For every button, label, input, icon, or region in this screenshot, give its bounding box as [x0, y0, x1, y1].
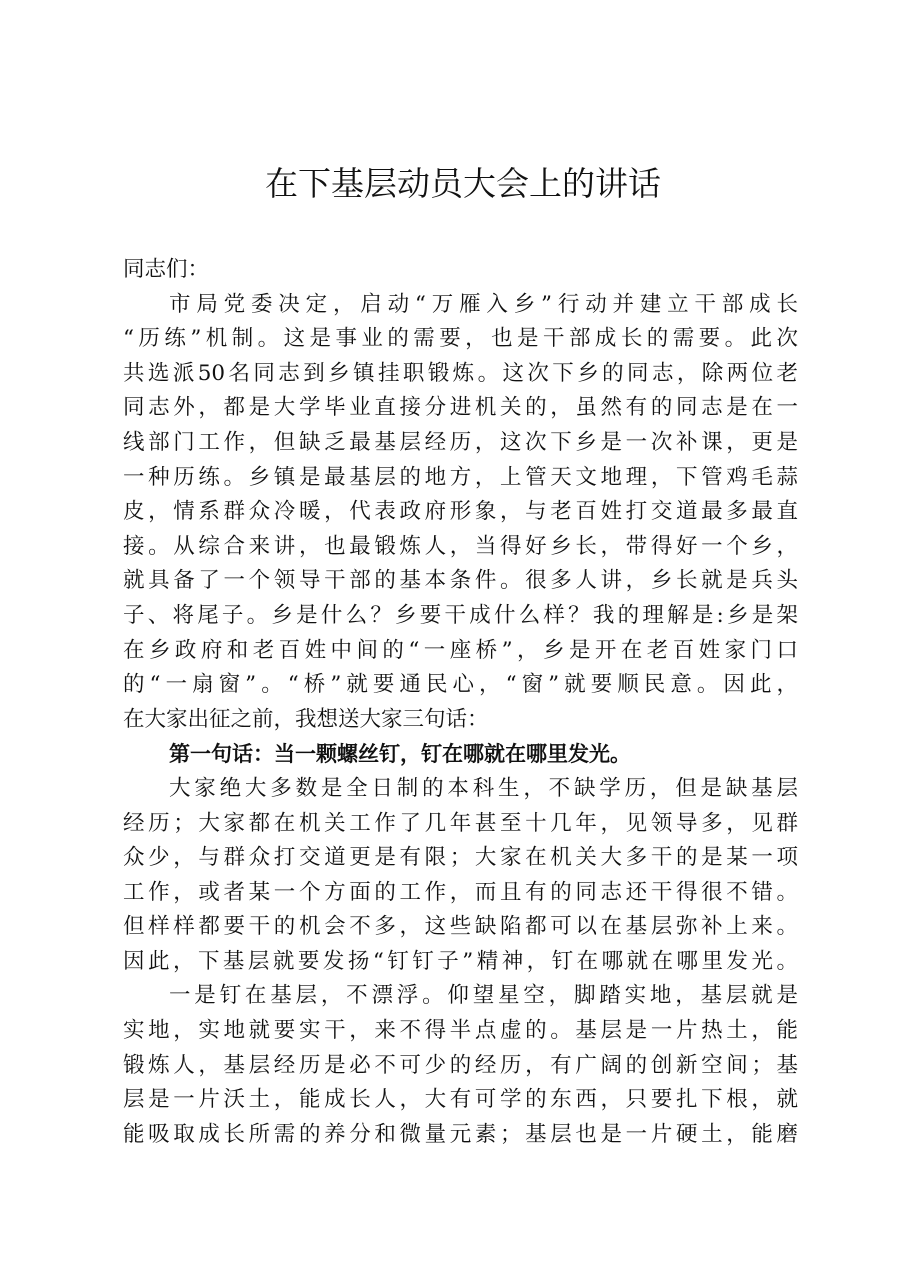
paragraph-line: 锻炼人，基层经历是必不可少的经历，有广阔的创新空间；基 — [123, 1052, 798, 1078]
paragraph-line: 接。从综合来讲，也最锻炼人，当得好乡长，带得好一个乡， — [123, 533, 798, 559]
document-body — [123, 253, 813, 1152]
paragraph-line: 线部门工作，但缺乏最基层经历，这次下乡是一次补课，更是 — [123, 429, 798, 455]
paragraph-line: 能吸取成长所需的养分和微量元素；基层也是一片硬土，能磨 — [123, 1121, 798, 1147]
section-heading: 第一句话：当一颗螺丝钉，钉在哪就在哪里发光。 — [169, 742, 631, 767]
paragraph-line: 实地，实地就要实干，来不得半点虚的。基层是一片热土，能 — [123, 1018, 798, 1044]
paragraph-line: 市局党委决定，启动“万雁入乡”行动并建立干部成长 — [169, 291, 798, 317]
paragraph-line: 就具备了一个领导干部的基本条件。很多人讲，乡长就是兵头 — [123, 568, 798, 594]
paragraph-line: “历练”机制。这是事业的需要，也是干部成长的需要。此次 — [123, 326, 798, 352]
paragraph-line: 因此，下基层就要发扬“钉钉子”精神，钉在哪就在哪里发光。 — [123, 948, 798, 974]
paragraph-line: 层是一片沃土，能成长人，大有可学的东西，只要扎下根，就 — [123, 1087, 798, 1113]
paragraph-line: 一是钉在基层，不漂浮。仰望星空，脚踏实地，基层就是 — [169, 983, 798, 1009]
paragraph-line: 共选派50名同志到乡镇挂职锻炼。这次下乡的同志，除两位老 — [123, 360, 798, 386]
document-title: 在下基层动员大会上的讲话 — [265, 164, 661, 203]
paragraph-line: 子、将尾子。乡是什么？乡要干成什么样？我的理解是:乡是架 — [123, 602, 798, 628]
paragraph-line: 在乡政府和老百姓中间的“一座桥”，乡是开在老百姓家门口 — [123, 637, 798, 663]
paragraph-line: 一种历练。乡镇是最基层的地方，上管天文地理，下管鸡毛蒜 — [123, 464, 798, 490]
paragraph-line: 工作，或者某一个方面的工作，而且有的同志还干得很不错。 — [123, 879, 798, 905]
paragraph-line: 皮，情系群众冷暖，代表政府形象，与老百姓打交道最多最直 — [123, 499, 798, 525]
paragraph-line: 但样样都要干的机会不多，这些缺陷都可以在基层弥补上来。 — [123, 914, 798, 940]
paragraph-line: 在大家出征之前，我想送大家三句话： — [123, 706, 489, 732]
paragraph-line: 经历；大家都在机关工作了几年甚至十几年，见领导多，见群 — [123, 810, 798, 836]
salutation: 同志们： — [123, 257, 210, 282]
paragraph-line: 众少，与群众打交道更是有限；大家在机关大多干的是某一项 — [123, 845, 798, 871]
paragraph-line: 的“一扇窗”。“桥”就要通民心，“窗”就要顺民意。因此， — [123, 672, 798, 698]
paragraph-line: 同志外，都是大学毕业直接分进机关的，虽然有的同志是在一 — [123, 395, 798, 421]
paragraph-line: 大家绝大多数是全日制的本科生，不缺学历，但是缺基层 — [169, 775, 798, 801]
